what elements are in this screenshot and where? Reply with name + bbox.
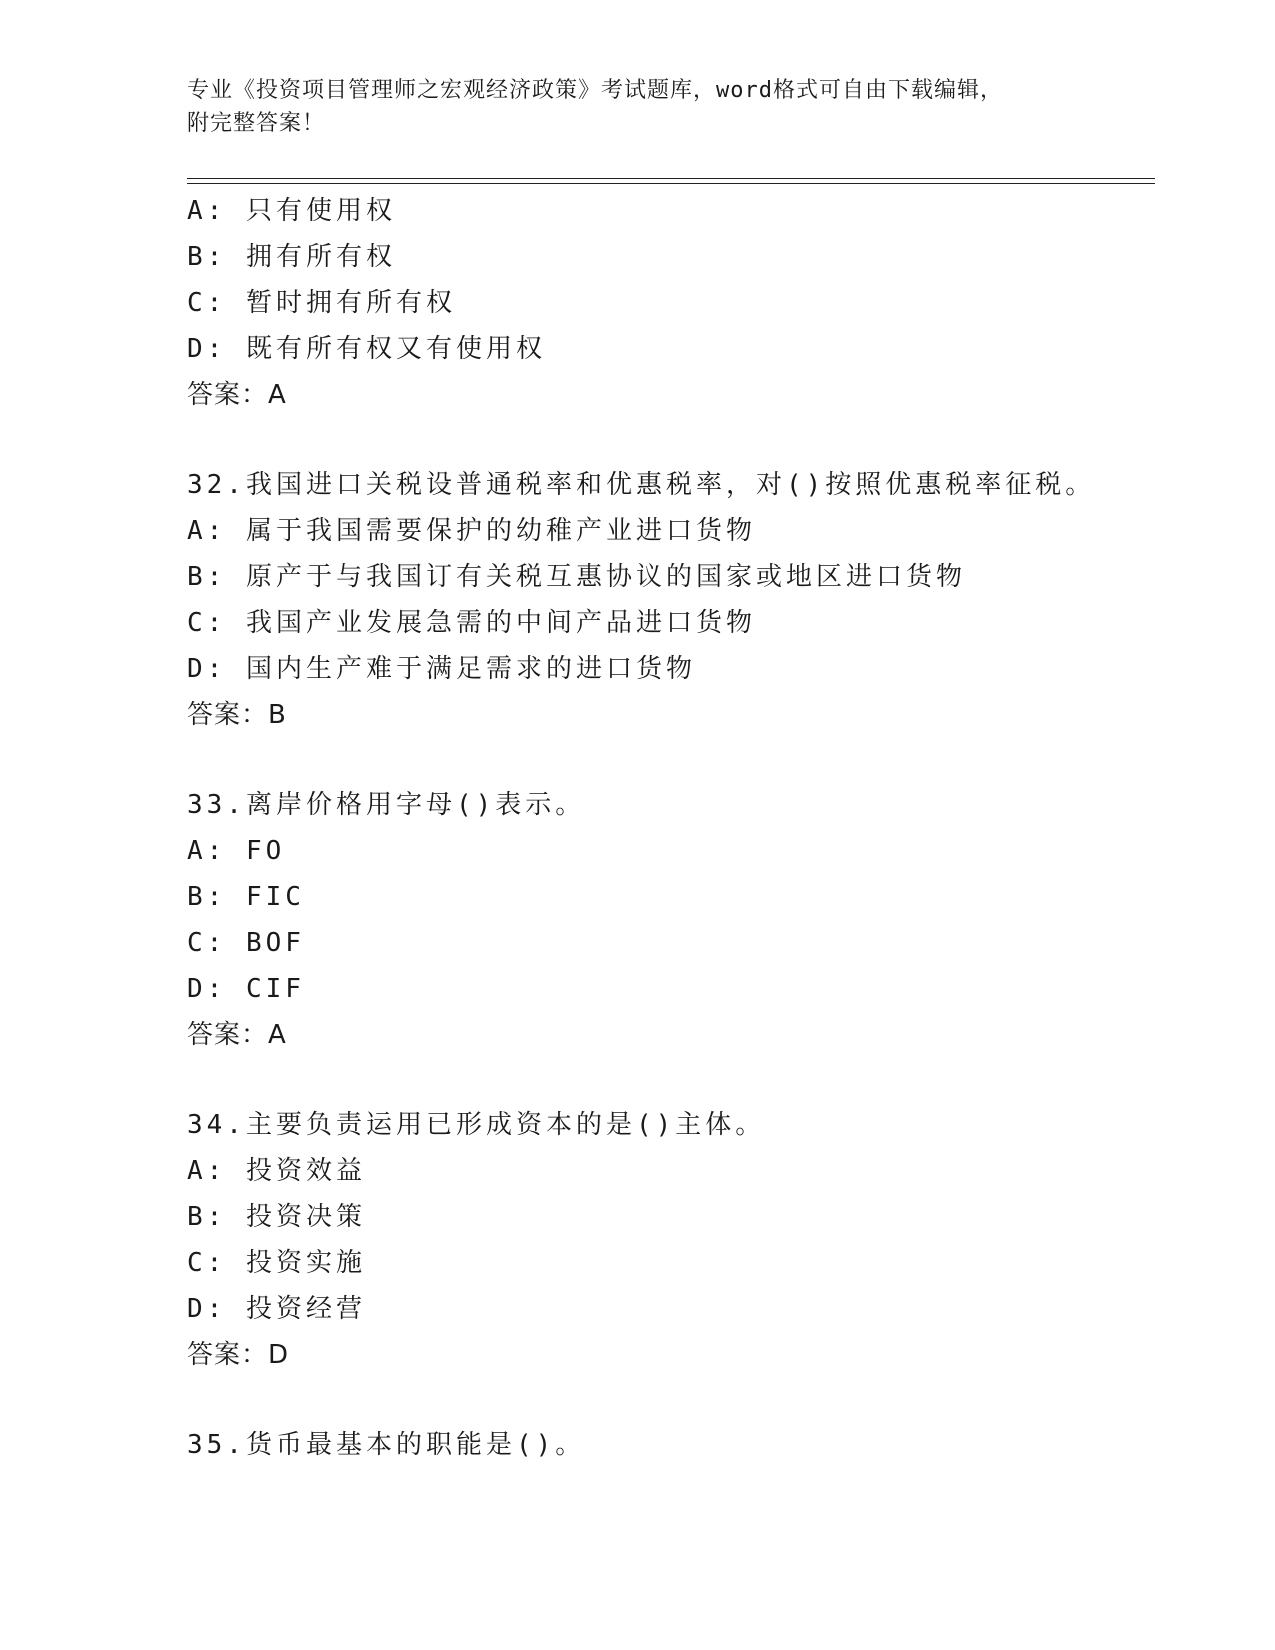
option-c: C: 我国产业发展急需的中间产品进口货物 <box>187 608 756 638</box>
option-b: B: 投资决策 <box>187 1202 366 1232</box>
option-d: D: CIF <box>187 974 305 1004</box>
header-line-1: 专业《投资项目管理师之宏观经济政策》考试题库，word格式可自由下载编辑， <box>187 78 1003 103</box>
question-33 <box>187 782 1155 1058</box>
answer: 答案：A <box>187 1020 287 1050</box>
option-d: D: 投资经营 <box>187 1294 366 1324</box>
option-d: D: 国内生产难于满足需求的进口货物 <box>187 654 696 684</box>
question-text: 33.离岸价格用字母()表示。 <box>187 790 586 820</box>
option-b: B: FIC <box>187 882 305 912</box>
answer: 答案：B <box>187 700 287 730</box>
question-text: 35.货币最基本的职能是()。 <box>187 1430 586 1460</box>
question-text: 34.主要负责运用已形成资本的是()主体。 <box>187 1110 766 1140</box>
option-b: B: 拥有所有权 <box>187 242 396 272</box>
question-34 <box>187 1102 1155 1378</box>
header-line-2: 附完整答案！ <box>187 111 326 136</box>
question-35 <box>187 1422 1155 1468</box>
question-list <box>187 188 1155 1468</box>
header-divider-top <box>187 178 1155 179</box>
header-divider-bottom <box>187 183 1155 184</box>
option-c: C: 投资实施 <box>187 1248 366 1278</box>
option-c: C: BOF <box>187 928 305 958</box>
option-a: A: 只有使用权 <box>187 196 396 226</box>
question-text: 32.我国进口关税设普通税率和优惠税率，对()按照优惠税率征税。 <box>187 470 1096 500</box>
question-32 <box>187 462 1155 738</box>
document-header <box>187 74 1087 140</box>
question-31 <box>187 188 1155 418</box>
option-a: A: 属于我国需要保护的幼稚产业进口货物 <box>187 516 756 546</box>
option-d: D: 既有所有权又有使用权 <box>187 334 546 364</box>
answer: 答案：D <box>187 1340 290 1370</box>
option-c: C: 暂时拥有所有权 <box>187 288 456 318</box>
option-a: A: FO <box>187 836 286 866</box>
option-a: A: 投资效益 <box>187 1156 366 1186</box>
option-b: B: 原产于与我国订有关税互惠协议的国家或地区进口货物 <box>187 562 966 592</box>
answer: 答案：A <box>187 380 287 410</box>
